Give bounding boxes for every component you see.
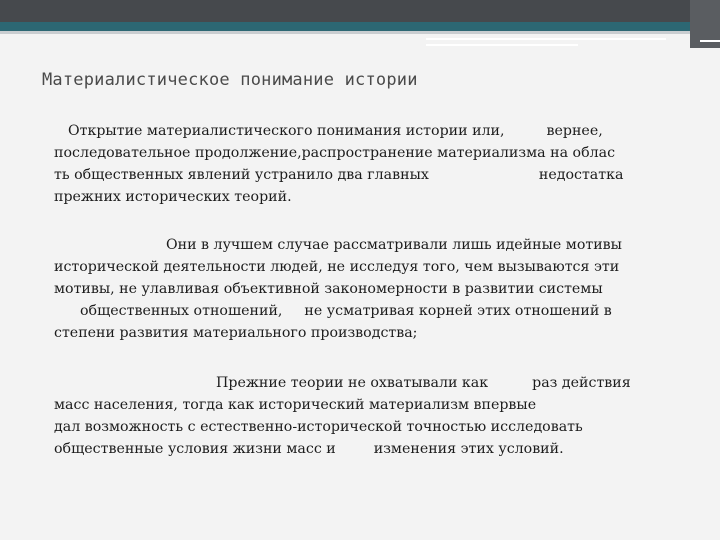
text-segment: вернее, — [546, 123, 603, 139]
decorative-rule — [426, 44, 578, 46]
text-line — [54, 372, 676, 394]
paragraph-1 — [54, 120, 676, 208]
text-segment: общественные условия жизни масс и — [54, 441, 336, 457]
text-segment: Открытие материалистического понимания истории или, — [68, 123, 505, 139]
text-line: Они в лучшем случае рассматривали лишь идейные мотивы — [166, 237, 622, 253]
text-line — [54, 300, 676, 322]
text-line: последовательное продолжение,распространение материализма на облас — [54, 145, 616, 161]
text-segment: не усматривая корней этих отношений в — [304, 303, 612, 319]
paragraph-2 — [54, 234, 676, 344]
text-segment: раз действия — [532, 375, 631, 391]
slide-title: Материалистическое понимание истории — [42, 70, 418, 90]
text-segment: общественных отношений, — [80, 303, 283, 319]
decorative-rule — [700, 40, 720, 42]
text-line: степени развития материального производства; — [54, 325, 418, 341]
paragraph-3 — [54, 372, 676, 460]
text-line: исторической деятельности людей, не исследуя того, чем вызываются эти — [54, 259, 620, 275]
text-line: прежних исторических теорий. — [54, 189, 292, 205]
text-line: мотивы, не улавливая объективной закономерности в развитии системы — [54, 281, 603, 297]
text-line — [54, 120, 676, 142]
text-line — [54, 438, 676, 460]
text-line: масс населения, тогда как исторический материализм впервые — [54, 397, 537, 413]
header-band-teal — [0, 22, 720, 31]
text-segment: ть общественных явлений устранило два главных — [54, 167, 429, 183]
text-segment: недостатка — [538, 167, 624, 183]
header-band-shadow — [0, 31, 720, 34]
text-segment: Прежние теории не охватывали как — [216, 375, 489, 391]
text-line: дал возможность с естественно-исторической точностью исследовать — [54, 419, 583, 435]
text-segment: изменения этих условий. — [373, 441, 564, 457]
decorative-rule — [426, 38, 666, 40]
text-line — [54, 164, 676, 186]
header-band-dark — [0, 0, 720, 22]
